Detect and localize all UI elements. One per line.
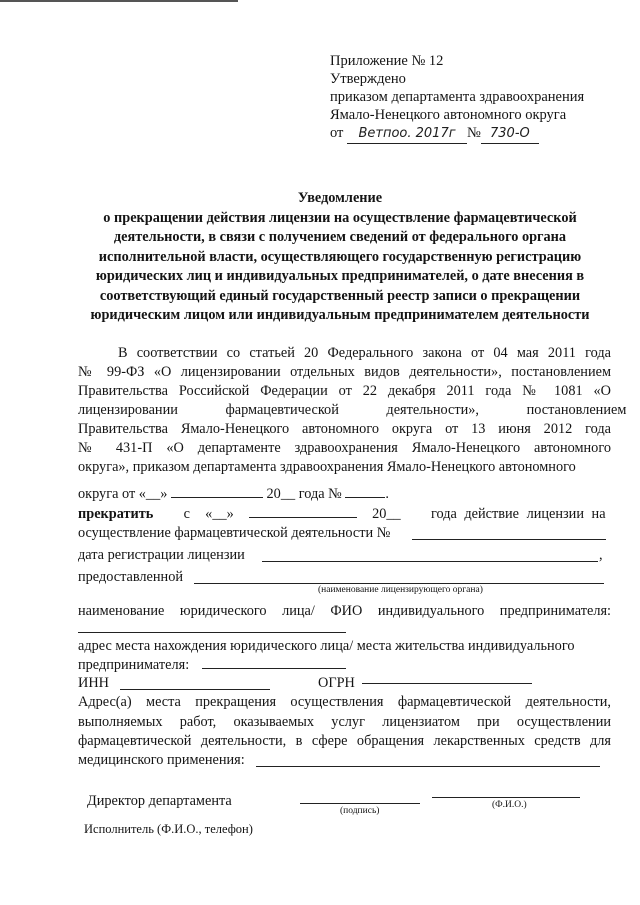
terminate-from: с	[183, 506, 191, 522]
order-date-dot: .	[385, 486, 389, 502]
order-number-blank[interactable]	[345, 485, 385, 498]
executor-label: Исполнитель (Ф.И.О., телефон)	[84, 822, 253, 836]
from-label: от	[330, 125, 344, 141]
inn-blank[interactable]	[120, 689, 270, 690]
terminate-month-blank[interactable]	[249, 505, 357, 518]
appendix-number: Приложение № 12	[330, 53, 444, 69]
body-line-2: № 99-ФЗ «О лицензировании отдельных видов деятельности», постановлением	[78, 364, 611, 380]
reg-date-comma: ,	[599, 547, 603, 563]
title-line-2: деятельности, в связи с получением сведений от федерального органа	[113, 229, 567, 245]
address-label-2: предпринимателя:	[78, 657, 190, 673]
entity-name-blank[interactable]	[78, 632, 346, 633]
entity-name-label: наименование юридического лица/ ФИО индивидуального предпринимателя:	[78, 603, 611, 619]
p2-line-3: фармацевтической деятельности, в сфере обращения лекарственных средств для	[78, 733, 611, 749]
title-line-3: исполнительной власти, осуществляющего государственную регистрацию	[98, 249, 582, 265]
terminate-word: прекратить	[78, 506, 154, 522]
body-line-5: Правительства Ямало-Ненецкого автономного округа от 13 июня 2012 года	[78, 421, 611, 437]
body-line-3: Правительства Российской Федерации от 22 декабря 2011 года № 1081 «О	[78, 383, 611, 399]
signature-caption: (подпись)	[340, 806, 380, 816]
order-year-label: 20__ года №	[266, 486, 342, 502]
ogrn-blank[interactable]	[362, 683, 532, 684]
terminate-day: «__»	[205, 506, 234, 522]
licensing-authority-blank[interactable]	[194, 583, 604, 584]
order-month-blank[interactable]	[171, 485, 263, 498]
region-line: Ямало-Ненецкого автономного округа	[330, 107, 567, 123]
fio-blank[interactable]	[432, 797, 580, 798]
provided-label: предоставленной	[78, 569, 183, 585]
reg-date-label: дата регистрации лицензии	[78, 547, 245, 563]
number-sign: №	[467, 125, 481, 141]
p2-line-1: Адрес(а) места прекращения осуществления фармацевтической деятельности,	[78, 694, 611, 710]
order-date-fill-line	[78, 485, 611, 503]
scan-top-edge-line	[0, 0, 238, 2]
body-line-1: В соответствии со статьей 20 Федерального закона от 04 мая 2011 года	[118, 345, 611, 361]
termination-address-blank[interactable]	[256, 766, 600, 767]
order-line: приказом департамента здравоохранения	[330, 89, 585, 105]
terminate-year: 20__	[372, 506, 401, 522]
handwritten-order-number: 730-О	[481, 125, 539, 144]
license-number-blank[interactable]	[412, 539, 606, 540]
body-line-6: № 431-П «О департаменте здравоохранения Ямало-Ненецкого автономного	[78, 440, 611, 456]
body-line-4: лицензировании фармацевтической деятельности», постановлением	[78, 402, 627, 418]
terminate-line	[78, 505, 611, 523]
signature-blank[interactable]	[300, 803, 420, 804]
title-line-4: юридических лиц и индивидуальных предпринимателей, о дате внесения в	[95, 268, 585, 284]
order-date-line	[330, 124, 539, 144]
director-label: Директор департамента	[87, 793, 232, 809]
title-line-6: юридическим лицом или индивидуальным предпринимателем деятельности	[90, 307, 590, 323]
address-label-1: адрес места нахождения юридического лица/ места жительства индивидуального	[78, 638, 575, 654]
title-line-1: о прекращении действия лицензии на осуществление фармацевтической	[103, 210, 577, 226]
address-blank[interactable]	[202, 668, 346, 669]
reg-date-blank[interactable]	[262, 561, 598, 562]
licensing-authority-caption: (наименование лицензирующего органа)	[318, 585, 483, 595]
p2-line-2: выполняемых работ, оказываемых услуг лицензиатом при осуществлении	[78, 714, 611, 730]
approved-label: Утверждено	[330, 71, 406, 87]
title-line-5: соответствующий единый государственный реестр записи о прекращении	[99, 288, 581, 304]
body-line-7: округа», приказом департамента здравоохранения Ямало-Ненецкого автономного	[78, 459, 576, 475]
p2-line-4: медицинского применения:	[78, 752, 245, 768]
terminate-tail: года действие лицензии на	[430, 506, 606, 522]
activity-line-label: осуществление фармацевтической деятельности №	[78, 525, 391, 541]
handwritten-date: Ветпоо. 2017г	[347, 125, 467, 144]
notice-heading: Уведомление	[297, 190, 383, 206]
fio-caption: (Ф.И.О.)	[492, 800, 527, 810]
inn-label: ИНН	[78, 675, 109, 691]
ogrn-label: ОГРН	[318, 675, 355, 691]
order-date-prefix: округа от «__»	[78, 486, 168, 502]
